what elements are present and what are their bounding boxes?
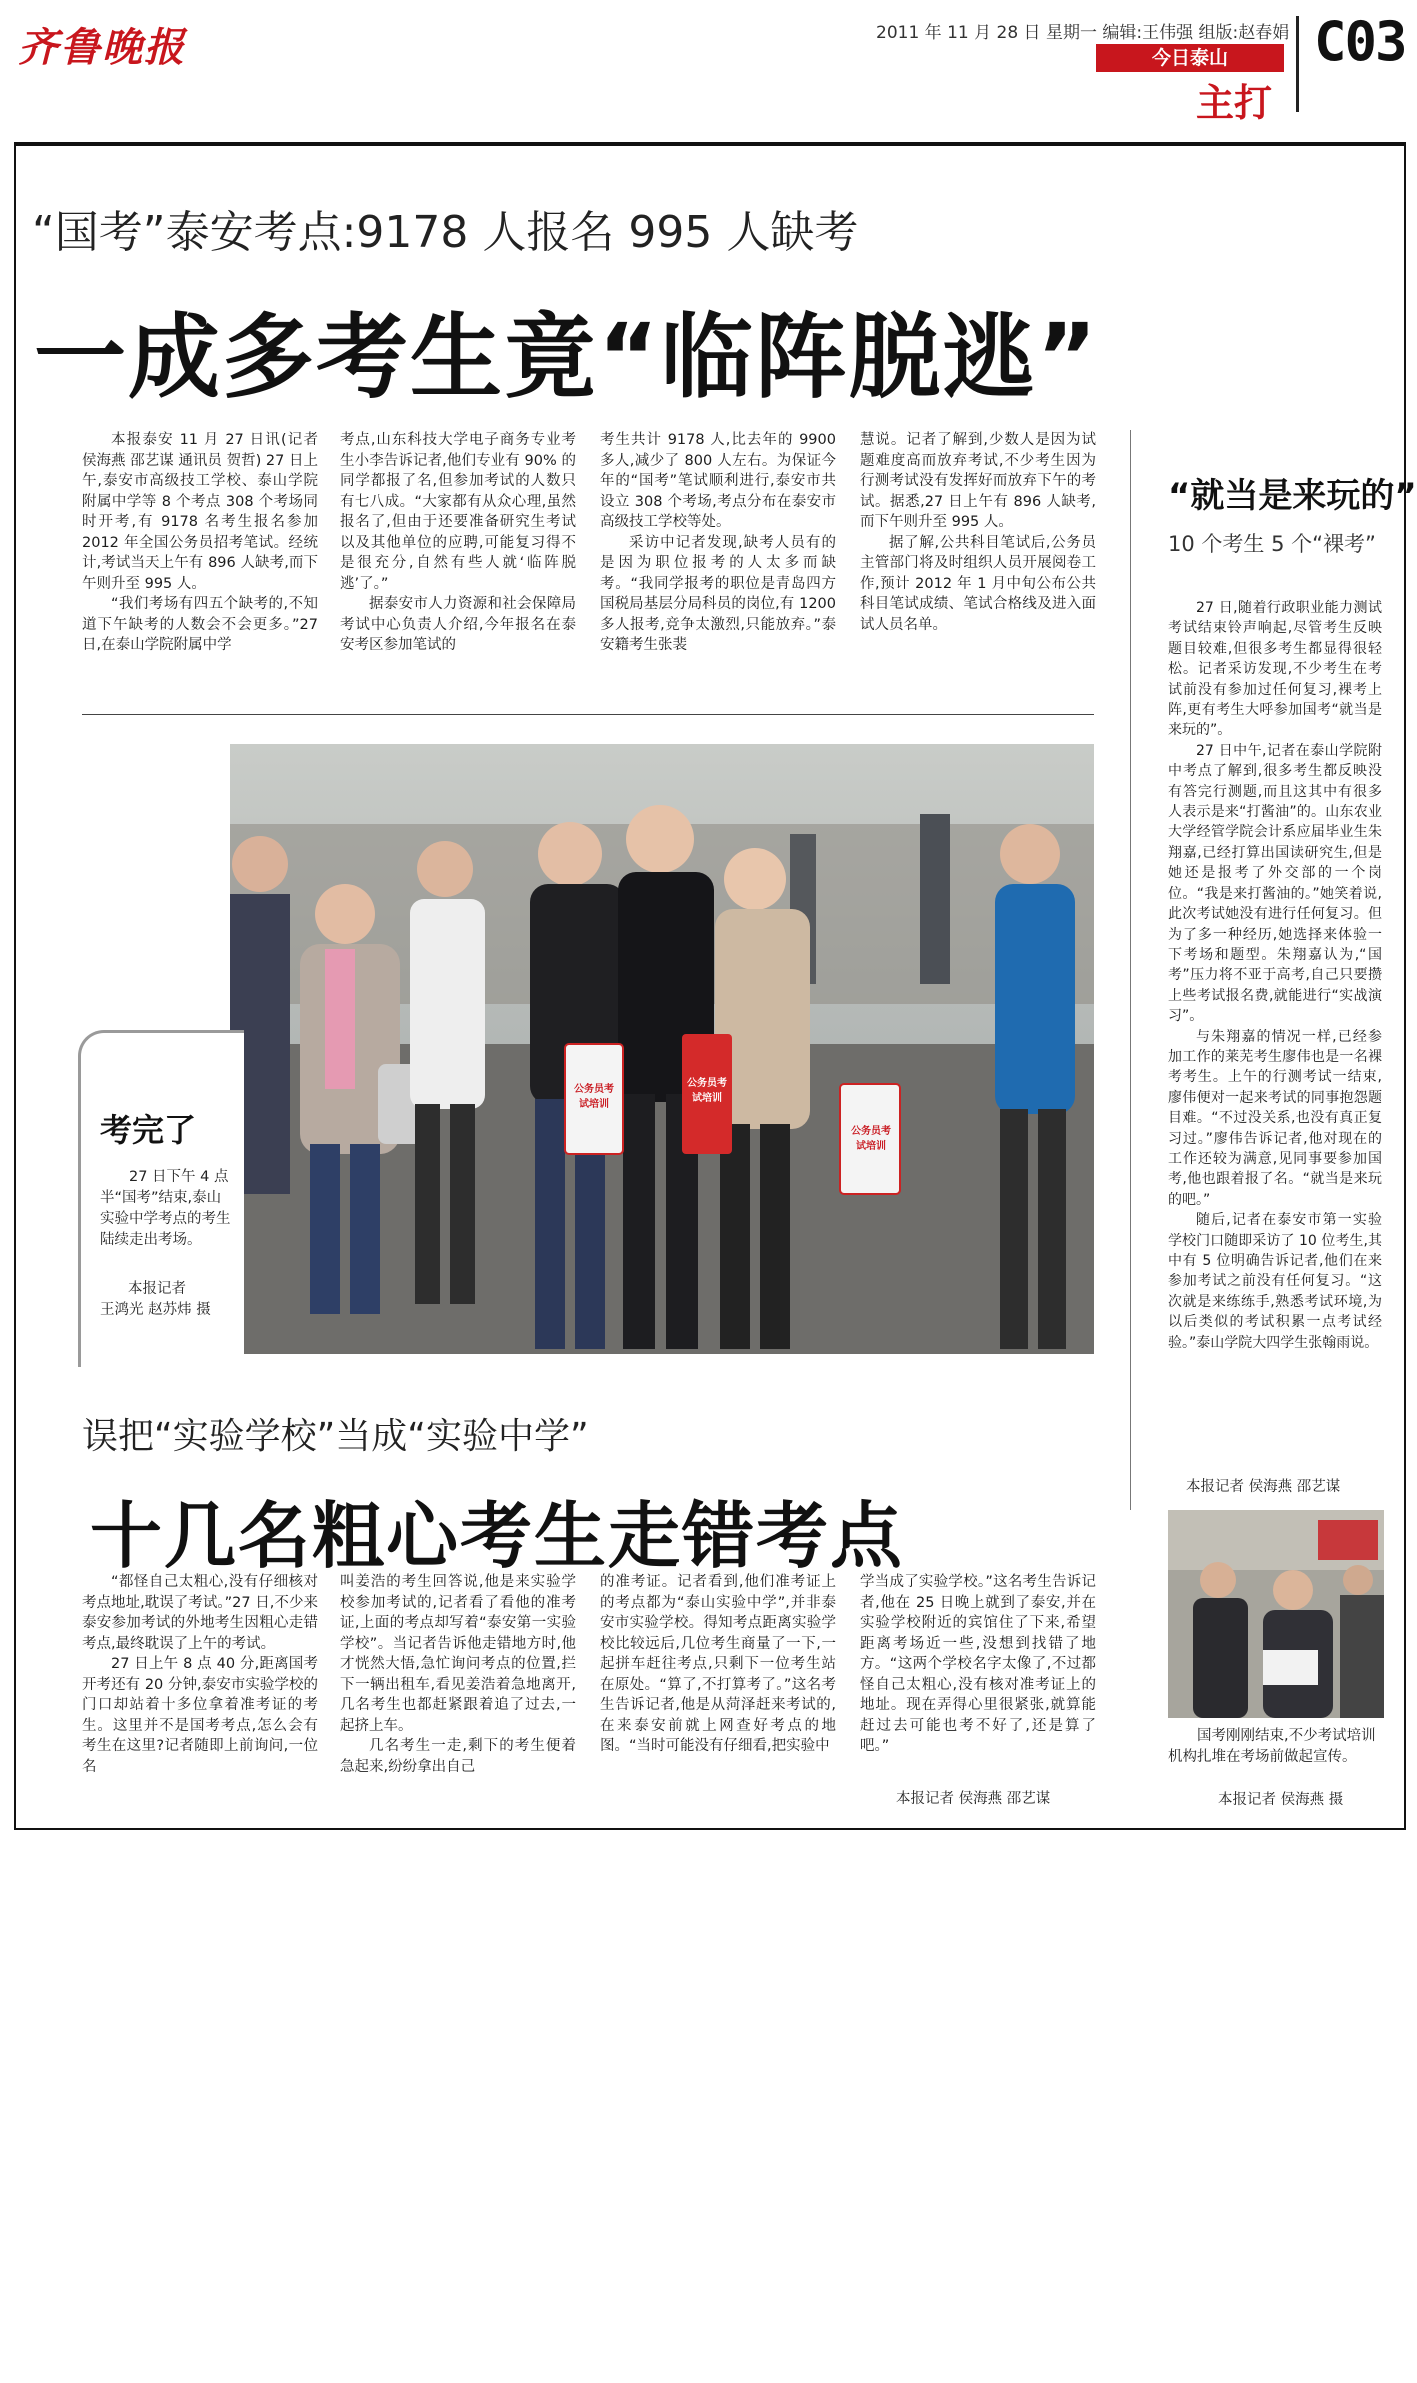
story1-column-3	[600, 430, 836, 656]
story2-column-1	[82, 1572, 318, 1777]
paragraph: 慧说。记者了解到,少数人是因为试题难度高而放弃考试,不少考生因为行测考试没有发挥好而放弃下午的考试。据悉,27 日上午有 896 人缺考,而下午则升至 995 人。	[860, 432, 1096, 530]
sidebar-divider	[1130, 430, 1131, 1510]
paragraph: 据泰安市人力资源和社会保障局考试中心负责人介绍,今年报名在泰安考区参加笔试的	[340, 596, 576, 653]
story1-column-1	[82, 430, 318, 656]
photo-credit-label: 本报记者	[128, 1281, 186, 1297]
story1-headline: 一成多考生竟“临阵脱逃”	[34, 304, 1099, 411]
paragraph: “都怪自己太粗心,没有仔细核对考点地址,耽误了考试。”27 日,不少来泰安参加考试的外地考生因粗心走错考点,最终耽误了上午的考试。	[82, 1574, 318, 1652]
paragraph: 据了解,公共科目笔试后,公务员主管部门将及时组织人员开展阅卷工作,预计 2012 年 1 月中旬公布公共科目笔试成绩、笔试合格线及进入面试人员名单。	[860, 534, 1096, 633]
photo-credit-names: 王鸿光 赵苏炜 摄	[100, 1302, 211, 1318]
story2-column-3	[600, 1572, 836, 1757]
paragraph: 27 日上午 8 点 40 分,距离国考开考还有 20 分钟,泰安市实验学校的门口却站着十多位拿着准考证的考生。这里并不是国考考点,怎么会有考生在这里?记者随即上前询问,一位名	[82, 1656, 318, 1775]
paragraph: 随后,记者在泰安市第一实验学校门口随即采访了 10 位考生,其中有 5 位明确告诉记者,他们在来参加考试之前没有任何复习。“这次就是来练练手,熟悉考试环境,为以后类似的考试积累一点考试经验。”泰山学院大四学生张翰雨说。	[1168, 1212, 1382, 1351]
paragraph: 学当成了实验学校。”这名考生告诉记者,他在 25 日晚上就到了泰安,并在实验学校附近的宾馆住了下来,希望距离考场近一些,没想到找错了地方。“这两个学校名字太像了,不过都怪自己太粗心,没有核对准考证上的地址。现在弄得心里很紧张,就算能赶过去可能也考不好了,还是算了吧。”	[860, 1574, 1096, 1754]
story1-column-2	[340, 430, 576, 656]
story2-headline: 十几名粗心考生走错考点	[90, 1494, 905, 1578]
sidebar-title: “就当是来玩的”	[1168, 476, 1417, 516]
photo-caption-title: 考完了	[100, 1111, 197, 1149]
sidebar-byline: 本报记者 侯海燕 邵艺谋	[1186, 1479, 1341, 1495]
bag-banner: 公务员考试培训	[574, 1084, 614, 1110]
sidebar-body	[1168, 598, 1382, 1353]
story2-column-2	[340, 1572, 576, 1777]
paragraph: 几名考生一走,剩下的考生便着急起来,纷纷拿出自己	[340, 1738, 576, 1775]
sidebar-subtitle: 10 个考生 5 个“裸考”	[1168, 532, 1376, 556]
section-tab: 今日泰山	[1096, 44, 1284, 72]
paragraph: 的准考证。记者看到,他们准考证上的考点都为“泰山实验中学”,并非泰安市实验学校。得知考点距离实验学校比较远后,几位考生商量了一下,一起拼车赶往考点,只剩下一位考生站在原处。“算了,不打算考了。”这名考生告诉记者,他是从菏泽赶来考试的,在来泰安前就上网查好考点的地图。“当时可能没有仔细看,把实验中	[600, 1574, 836, 1754]
paragraph: 本报泰安 11 月 27 日讯(记者 侯海燕 邵艺谋 通讯员 贺哲) 27 日上午,泰安市高级技工学校、泰山学院附属中学等 8 个考点 308 个考场同时开考,有 9178 名考生报名参加 2012 年全国公务员招考笔试。经统计,考试当天上午有 896 人缺考,而下午则升至 995 人。	[82, 432, 318, 592]
story2-column-4	[860, 1572, 1096, 1757]
bag-banner: 公务员考试培训	[687, 1078, 727, 1104]
paragraph: 叫姜浩的考生回答说,他是来实验学校参加考试的,记者看了看他的准考证,上面的考点却写着“泰安第一实验学校”。当记者告诉他走错地方时,他才恍然大悟,急忙询问考点的位置,拦下一辆出租车,看见姜浩着急地离开,几名考生也都赶紧跟着追了过去,一起挤上车。	[340, 1574, 576, 1734]
sidebar-photo-illustration	[1168, 1510, 1384, 1718]
paragraph: “我们考场有四五个缺考的,不知道下午缺考的人数会不会更多。”27 日,在泰山学院附属中学	[82, 596, 318, 653]
section-name: 主打	[1196, 81, 1273, 125]
paragraph: 27 日中午,记者在泰山学院附中考点了解到,很多考生都反映没有答完行测题,而且这其中有很多人表示是来“打酱油”的。山东农业大学经管学院会计系应届毕业生朱翔嘉,已经打算出国读研究生,但是她还是报考了外交部的一个岗位。“我是来打酱油的。”她笑着说,此次考试她没有进行任何复习。但为了多一种经历,她选择来体验一下考场和题型。朱翔嘉认为,“国考”压力将不亚于高考,自己只要攒上些考试报名费,就能进行“实战演习”。	[1168, 742, 1382, 1025]
story1-bottom-rule	[82, 714, 1094, 715]
newspaper-logo: 齐鲁晚报	[18, 24, 186, 71]
story1-column-4	[860, 430, 1096, 635]
sidebar-photo	[1168, 1510, 1384, 1718]
paragraph: 与朱翔嘉的情况一样,已经参加工作的莱芜考生廖伟也是一名裸考考生。上午的行测考试一结束,廖伟便对一起来考试的同事抱怨题目难。“不过没关系,也没有真正复习过。”廖伟告诉记者,他对现在的工作还较为满意,见同事要参加国考,他也跟着报了名。“就当是来玩的吧。”	[1168, 1028, 1382, 1208]
story2-byline: 本报记者 侯海燕 邵艺谋	[896, 1791, 1051, 1807]
news-photo-exam-takers	[230, 744, 1094, 1354]
photo-illustration	[230, 744, 1094, 1354]
paragraph: 27 日,随着行政职业能力测试考试结束铃声响起,尽管考生反映题目较难,但很多考生都显得很轻松。记者采访发现,不少考生在考试前没有参加过任何复习,裸考上阵,更有考生大呼参加国考“就当是来玩的”。	[1168, 600, 1382, 739]
story1-kicker: “国考”泰安考点:9178 人报名 995 人缺考	[32, 207, 859, 258]
sidebar-photo-credit: 本报记者 侯海燕 摄	[1218, 1792, 1344, 1808]
sidebar-photo-caption: 国考刚刚结束,不少考试培训机构扎堆在考场前做起宣传。	[1168, 1728, 1376, 1765]
dateline: 2011 年 11 月 28 日 星期一 编辑:王伟强 组版:赵春娟	[876, 23, 1290, 43]
masthead-divider	[1296, 16, 1299, 112]
paragraph: 采访中记者发现,缺考人员有的是因为职位报考的人太多而缺考。“我同学报考的职位是青岛四方国税局基层分局科员的岗位,有 1200 多人报考,竞争太激烈,只能放弃。”泰安籍考生张裴	[600, 534, 836, 653]
paragraph: 考生共计 9178 人,比去年的 9900 多人,减少了 800 人左右。为保证今年的“国考”笔试顺利进行,泰安市共设立 308 个考场,考点分布在泰安市高级技工学校等处。	[600, 432, 836, 530]
bag-banner: 公务员考试培训	[851, 1126, 891, 1152]
paragraph: 考点,山东科技大学电子商务专业考生小李告诉记者,他们专业有 90% 的同学都报了名,但参加考试的人数只有七八成。“大家都有从众心理,虽然报名了,但由于还要准备研究生考试以及其他单位的应聘,可能复习得不是很充分,自然有些人就‘临阵脱逃’了。”	[340, 432, 576, 592]
page-number: C03	[1314, 10, 1406, 73]
story2-kicker: 误把“实验学校”当成“实验中学”	[82, 1416, 589, 1457]
photo-caption-text: 27 日下午 4 点半“国考”结束,泰山实验中学考点的考生陆续走出考场。	[100, 1169, 231, 1248]
